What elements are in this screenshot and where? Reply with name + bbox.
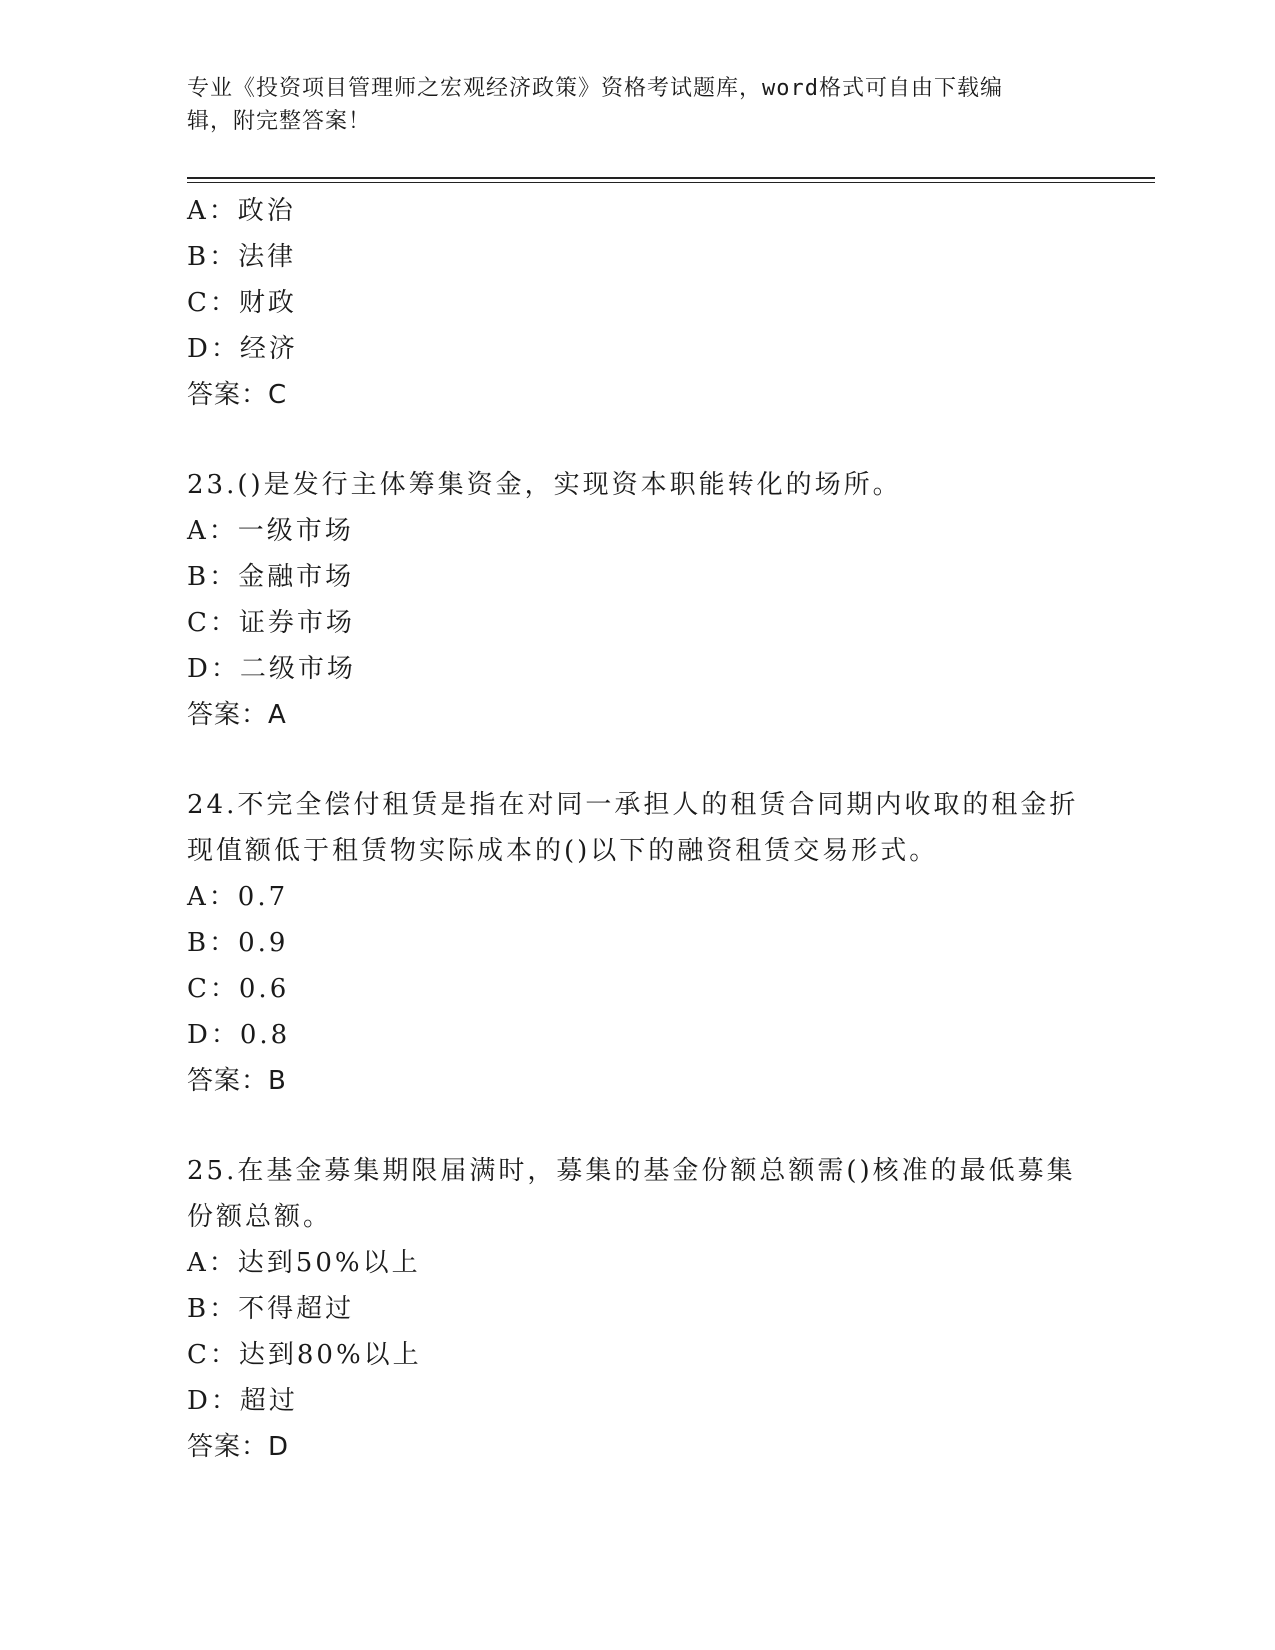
option-b: B：0.9 bbox=[187, 928, 289, 958]
option-a: A：一级市场 bbox=[187, 516, 354, 546]
option-c: C：财政 bbox=[187, 288, 297, 318]
option-d: D：二级市场 bbox=[187, 654, 356, 684]
option-c: C：达到80%以上 bbox=[187, 1340, 422, 1370]
question-text: 23.()是发行主体筹集资金，实现资本职能转化的场所。 bbox=[187, 470, 902, 500]
question-text-line-1: 24.不完全偿付租赁是指在对同一承担人的租赁合同期内收取的租金折 bbox=[187, 790, 1079, 820]
document-header bbox=[187, 72, 1067, 138]
answer-line: 答案：D bbox=[187, 1432, 290, 1462]
option-d: D：经济 bbox=[187, 334, 298, 364]
option-a: A：0.7 bbox=[187, 882, 289, 912]
option-c: C：证券市场 bbox=[187, 608, 355, 638]
option-d: D：超过 bbox=[187, 1386, 298, 1416]
question-22 bbox=[187, 188, 1087, 418]
option-b: B：不得超过 bbox=[187, 1294, 355, 1324]
option-d: D：0.8 bbox=[187, 1020, 291, 1050]
header-line-2: 辑，附完整答案！ bbox=[187, 109, 372, 134]
answer-line: 答案：A bbox=[187, 700, 287, 730]
answer-line: 答案：B bbox=[187, 1066, 287, 1096]
question-25 bbox=[187, 1148, 1087, 1470]
option-a: A：达到50%以上 bbox=[187, 1248, 421, 1278]
document-body bbox=[187, 188, 1087, 1470]
question-text-line-1: 25.在基金募集期限届满时，募集的基金份额总额需()核准的最低募集 bbox=[187, 1156, 1076, 1186]
option-c: C：0.6 bbox=[187, 974, 290, 1004]
option-a: A：政治 bbox=[187, 196, 296, 226]
question-23 bbox=[187, 462, 1087, 738]
question-text-line-2: 份额总额。 bbox=[187, 1202, 333, 1232]
question-text-line-2: 现值额低于租赁物实际成本的()以下的融资租赁交易形式。 bbox=[187, 836, 939, 866]
answer-line: 答案：C bbox=[187, 380, 288, 410]
header-divider-thick bbox=[187, 177, 1155, 179]
option-b: B：金融市场 bbox=[187, 562, 355, 592]
question-24 bbox=[187, 782, 1087, 1104]
header-line-1: 专业《投资项目管理师之宏观经济政策》资格考试题库，word格式可自由下载编 bbox=[187, 76, 1003, 101]
header-divider-thin bbox=[187, 182, 1155, 183]
option-b: B：法律 bbox=[187, 242, 297, 272]
